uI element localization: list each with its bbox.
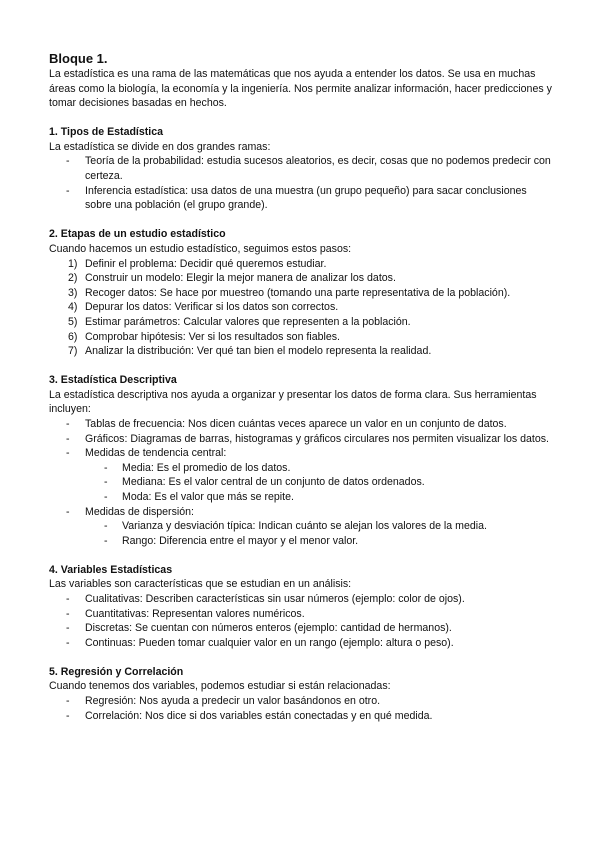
bullet-list <box>49 505 554 520</box>
section-descriptiva <box>49 373 554 548</box>
numbered-list <box>49 257 554 359</box>
list-item-text: Varianza y desviación típica: Indican cuánto se alejan los valores de la media. <box>122 520 487 533</box>
section-intro: Cuando hacemos un estudio estadístico, seguimos estos pasos: <box>49 242 352 255</box>
list-item <box>49 636 554 651</box>
list-item-text: Regresión: Nos ayuda a predecir un valor basándonos en otro. <box>85 695 381 708</box>
list-item <box>49 432 554 447</box>
intro-paragraph: La estadística es una rama de las matemáticas que nos ayuda a entender los datos. Se usa en muchas áreas como la biología, la economía y la ingeniería. Nos permite analizar información, hacer predicciones y tomar decisiones basadas en hechos. <box>49 68 552 110</box>
list-item <box>49 621 554 636</box>
dash-marker: - <box>104 534 108 547</box>
list-item <box>49 417 554 432</box>
section-heading: 2. Etapas de un estudio estadístico <box>49 228 226 241</box>
list-item <box>49 592 554 607</box>
dash-marker: - <box>66 417 70 430</box>
section-intro: Cuando tenemos dos variables, podemos estudiar si están relacionadas: <box>49 680 391 693</box>
list-item-text: Inferencia estadística: usa datos de una muestra (un grupo pequeño) para sacar conclusiones sobre una población (el grupo grande). <box>85 184 527 212</box>
dash-marker: - <box>66 432 70 445</box>
list-item-text: Continuas: Pueden tomar cualquier valor en un rango (ejemplo: altura o peso). <box>85 636 454 649</box>
list-item <box>49 607 554 622</box>
section-heading: 3. Estadística Descriptiva <box>49 374 177 387</box>
list-item <box>49 505 554 520</box>
number-marker: 5) <box>68 315 78 328</box>
sub-list-item <box>49 475 554 490</box>
list-item-text: Moda: Es el valor que más se repite. <box>122 490 294 503</box>
section-intro: La estadística descriptiva nos ayuda a organizar y presentar los datos de forma clara. Sus herramientas incluyen: <box>49 388 537 416</box>
list-item <box>49 709 554 724</box>
number-marker: 4) <box>68 301 78 314</box>
section-heading: 4. Variables Estadísticas <box>49 563 173 576</box>
section-intro: La estadística se divide en dos grandes ramas: <box>49 140 271 153</box>
list-item-text: Tablas de frecuencia: Nos dicen cuántas veces aparece un valor en un conjunto de datos. <box>85 417 507 430</box>
section-etapas <box>49 227 554 358</box>
list-item <box>49 154 554 183</box>
dash-marker: - <box>66 709 70 722</box>
document-page <box>49 50 554 723</box>
bullet-list <box>49 694 554 723</box>
list-item-text: Definir el problema: Decidir qué queremos estudiar. <box>85 257 327 270</box>
dash-marker: - <box>104 461 108 474</box>
dash-marker: - <box>66 184 70 197</box>
number-marker: 1) <box>68 257 78 270</box>
list-item-text: Depurar los datos: Verificar si los datos son correctos. <box>85 301 339 314</box>
list-item <box>49 271 554 286</box>
dash-marker: - <box>66 447 70 460</box>
list-item-text: Mediana: Es el valor central de un conjunto de datos ordenados. <box>122 476 425 489</box>
list-item-text: Analizar la distribución: Ver qué tan bien el modelo representa la realidad. <box>85 345 432 358</box>
sub-list-item <box>49 519 554 534</box>
dash-marker: - <box>66 155 70 168</box>
sub-bullet-list <box>49 461 554 505</box>
section-intro: Las variables son características que se estudian en un análisis: <box>49 578 352 591</box>
list-item-text: Cualitativas: Describen características sin usar números (ejemplo: color de ojos). <box>85 593 465 605</box>
number-marker: 2) <box>68 272 78 285</box>
number-marker: 3) <box>68 286 78 299</box>
list-item-text: Medidas de tendencia central: <box>85 447 227 460</box>
list-item <box>49 330 554 345</box>
section-variables <box>49 563 554 651</box>
dash-marker: - <box>66 505 70 518</box>
list-item-text: Correlación: Nos dice si dos variables están conectadas y en qué medida. <box>85 709 433 722</box>
page-title: Bloque 1. <box>49 51 108 66</box>
list-item-text: Gráficos: Diagramas de barras, histogramas y gráficos circulares nos permiten visualizar los datos. <box>85 432 549 445</box>
section-heading: 5. Regresión y Correlación <box>49 665 184 678</box>
bullet-list <box>49 592 554 650</box>
list-item-text: Recoger datos: Se hace por muestreo (tomando una parte representativa de la población). <box>85 286 511 299</box>
section-regresion <box>49 665 554 723</box>
list-item-text: Medidas de dispersión: <box>85 505 194 518</box>
list-item <box>49 286 554 301</box>
list-item-text: Discretas: Se cuentan con números enteros (ejemplo: cantidad de hermanos). <box>85 622 452 635</box>
dash-marker: - <box>66 607 70 620</box>
sub-list-item <box>49 490 554 505</box>
list-item-text: Rango: Diferencia entre el mayor y el menor valor. <box>122 534 359 547</box>
sub-list-item <box>49 534 554 549</box>
section-heading: 1. Tipos de Estadística <box>49 126 164 139</box>
list-item <box>49 257 554 272</box>
sub-list-item <box>49 461 554 476</box>
bullet-list <box>49 154 554 212</box>
dash-marker: - <box>66 636 70 649</box>
list-item-text: Media: Es el promedio de los datos. <box>122 461 291 474</box>
dash-marker: - <box>66 695 70 708</box>
number-marker: 6) <box>68 330 78 343</box>
dash-marker: - <box>66 622 70 635</box>
section-tipos <box>49 125 554 213</box>
dash-marker: - <box>104 476 108 489</box>
number-marker: 7) <box>68 345 78 358</box>
dash-marker: - <box>66 593 70 605</box>
list-item <box>49 315 554 330</box>
list-item <box>49 184 554 213</box>
list-item <box>49 694 554 709</box>
list-item <box>49 446 554 461</box>
list-item <box>49 300 554 315</box>
dash-marker: - <box>104 520 108 533</box>
list-item-text: Cuantitativas: Representan valores numéricos. <box>85 607 305 620</box>
list-item <box>49 344 554 359</box>
dash-marker: - <box>104 490 108 503</box>
list-item-text: Teoría de la probabilidad: estudia sucesos aleatorios, es decir, cosas que no podemos predecir con certeza. <box>85 155 551 183</box>
bullet-list <box>49 417 554 461</box>
sub-bullet-list <box>49 519 554 548</box>
list-item-text: Construir un modelo: Elegir la mejor manera de analizar los datos. <box>85 272 396 285</box>
list-item-text: Comprobar hipótesis: Ver si los resultados son fiables. <box>85 330 340 343</box>
list-item-text: Estimar parámetros: Calcular valores que representen a la población. <box>85 315 411 328</box>
